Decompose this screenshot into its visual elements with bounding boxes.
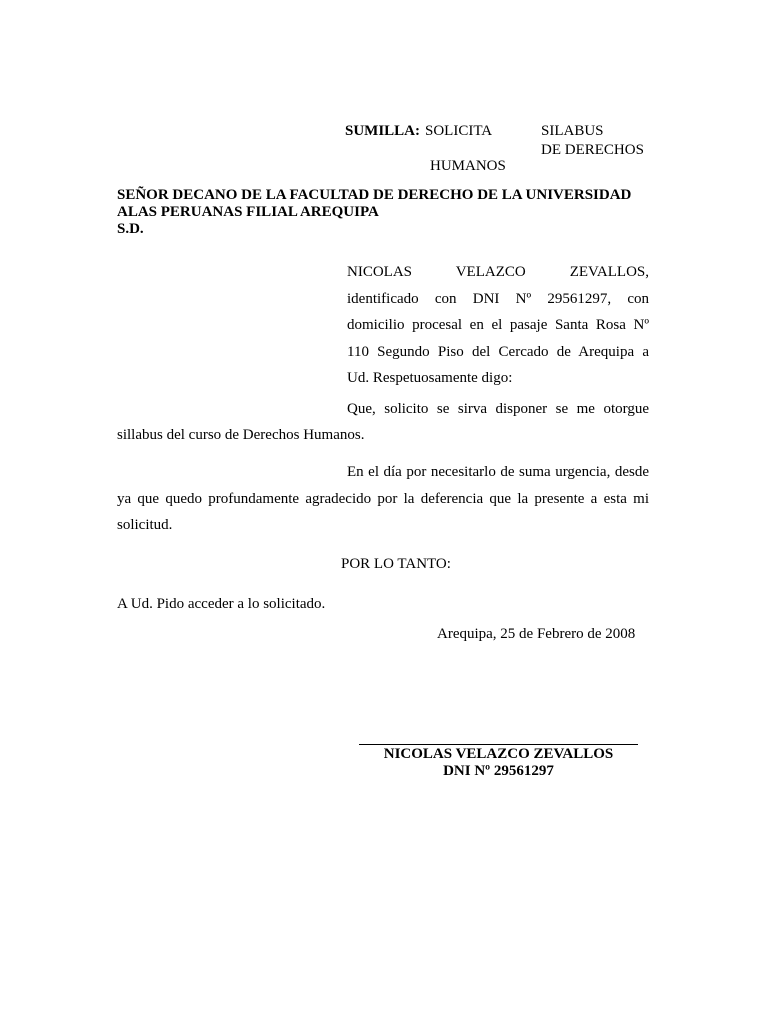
- sumilla-label: SUMILLA:: [345, 123, 421, 139]
- por-lo-tanto: POR LO TANTO:: [341, 556, 451, 572]
- addressee-block: [117, 187, 657, 238]
- addressee-line-1: SEÑOR DECANO DE LA FACULTAD DE DERECHO DE LA UNIVERSIDAD: [117, 187, 632, 203]
- intro-line-3: domicilio procesal en el pasaje Santa Rosa Nº: [347, 317, 649, 333]
- intro-line-4: 110 Segundo Piso del Cercado de Arequipa a: [347, 343, 649, 360]
- reason-line-1: En el día por necesitarlo de suma urgencia, desde: [347, 464, 649, 480]
- intro-line-5: Ud. Respetuosamente digo:: [347, 370, 513, 386]
- signature-line: [359, 744, 638, 745]
- signature-block: [359, 746, 638, 780]
- intro-line-2: identificado con DNI Nº 29561297, con: [347, 290, 649, 307]
- reason-line-3: solicitud.: [117, 517, 173, 533]
- sumilla-word-de-derechos: DE DERECHOS: [541, 142, 644, 158]
- signature-dni: DNI Nº 29561297: [443, 763, 554, 779]
- intro-paragraph: [347, 259, 649, 392]
- signature-name: NICOLAS VELAZCO ZEVALLOS: [383, 746, 614, 762]
- request-line-1: Que, solicito se sirva disponer se me otorgue: [347, 401, 649, 417]
- sumilla-word-solicita: SOLICITA: [425, 123, 493, 139]
- reason-line-2: ya que quedo profundamente agradecido por la deferencia que la presente a esta mi: [117, 491, 649, 507]
- sumilla-block: [345, 123, 655, 183]
- request-line-2: sillabus del curso de Derechos Humanos.: [117, 427, 365, 443]
- intro-line-1: NICOLAS VELAZCO ZEVALLOS,: [347, 264, 649, 280]
- sumilla-word-humanos: HUMANOS: [430, 158, 506, 174]
- addressee-line-2: ALAS PERUANAS FILIAL AREQUIPA: [117, 204, 379, 220]
- addressee-line-3: S.D.: [117, 221, 144, 237]
- place-date: Arequipa, 25 de Febrero de 2008: [437, 626, 636, 642]
- sumilla-word-silabus: SILABUS: [541, 123, 604, 139]
- petition-line: A Ud. Pido acceder a lo solicitado.: [117, 596, 326, 612]
